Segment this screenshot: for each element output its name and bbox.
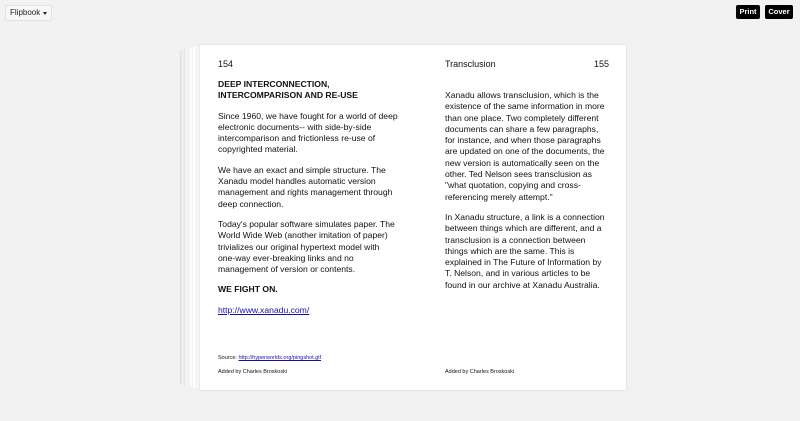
right-page-title: Transclusion: [445, 59, 496, 69]
paragraph: Xanadu allows transclusion, which is the existence of the same information in more than one place. Two completely different documents can share a few paragraphs, for instance, and when those paragraphs are updated on one of the documents, the new version is automatically seen on the other. Ted Nelson sees transclusion as "what quotation, copying and cross-referencing merely attempt.": [445, 90, 605, 202]
paragraph: Since 1960, we have fought for a world of deep electronic documents-- with side-by-side intercomparison and frictionless re-use of copyrighted material.: [218, 110, 398, 155]
source-label: Source:: [218, 355, 237, 361]
paragraph: Today's popular software simulates paper. The World Wide Web (another imitation of paper) trivializes our original hypertext model with one-way ever-breaking links and no management of version or contents.: [218, 218, 395, 275]
added-by-right: Added by Charles Broskoski: [445, 369, 515, 375]
left-page[interactable]: [218, 45, 398, 390]
paragraph: We have an exact and simple structure. The Xanadu model handles automatic version management and rights management through deep connection.: [218, 164, 393, 209]
print-button[interactable]: Print: [736, 5, 760, 19]
source-credit: [218, 355, 321, 361]
source-link[interactable]: http://hyperworlds.org/pingshot.gif: [238, 355, 322, 361]
right-page[interactable]: [445, 45, 609, 390]
page-number-right: 155: [593, 59, 609, 69]
view-mode-dropdown[interactable]: [5, 5, 52, 21]
left-page-heading: DEEP INTERCONNECTION, INTERCOMPARISON AND RE-USE: [218, 79, 358, 101]
caret-down-icon: [43, 12, 47, 15]
added-by-left: Added by Charles Broskoski: [218, 369, 288, 375]
xanadu-link[interactable]: http://www.xanadu.com/: [218, 304, 310, 315]
closing-statement: WE FIGHT ON.: [218, 284, 278, 295]
flipbook-spread: [200, 45, 626, 390]
view-mode-label: Flipbook: [10, 8, 41, 17]
book-page-edges: [180, 45, 202, 390]
cover-button[interactable]: Cover: [765, 5, 793, 19]
page-number-left: 154: [218, 59, 234, 69]
paragraph: In Xanadu structure, a link is a connection between things which are different, and a transclusion is a connection between things which are the same. This is explained in The Future of Information by T. Nelson, and in various articles to be found in our archive at Xanadu Australia.: [445, 211, 605, 290]
